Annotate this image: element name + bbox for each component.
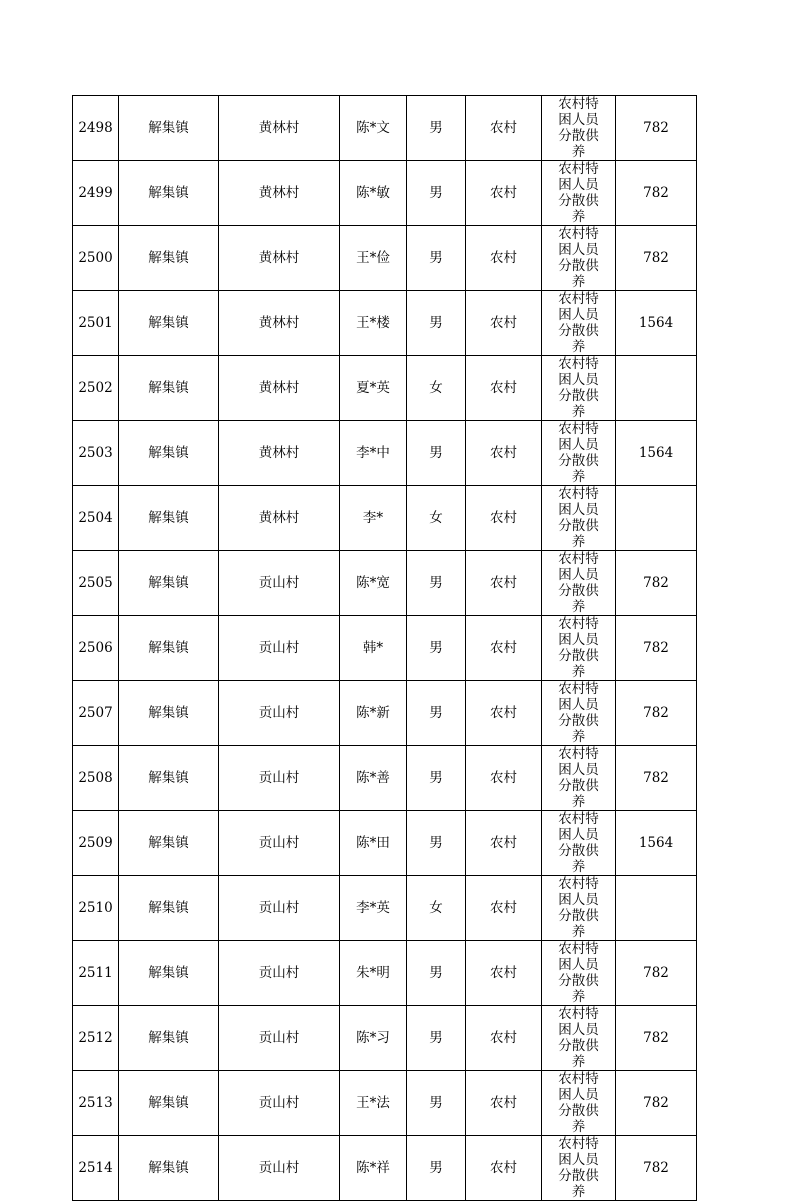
support-category-text: 农村特困人员分散供养 — [558, 486, 599, 550]
cell-town: 解集镇 — [119, 486, 219, 551]
cell-support-category — [542, 1071, 616, 1136]
table-row — [73, 941, 697, 1006]
cell-amount: 782 — [616, 681, 697, 746]
cell-gender: 男 — [407, 811, 466, 876]
cell-support-category — [542, 356, 616, 421]
cell-serial-number: 2502 — [73, 356, 119, 421]
cell-village: 黄林村 — [219, 421, 340, 486]
cell-serial-number: 2498 — [73, 96, 119, 161]
cell-support-category — [542, 811, 616, 876]
cell-village: 黄林村 — [219, 291, 340, 356]
table-row — [73, 616, 697, 681]
table-row — [73, 551, 697, 616]
table-row — [73, 96, 697, 161]
support-category-text: 农村特困人员分散供养 — [558, 226, 599, 290]
cell-area-type: 农村 — [466, 1006, 542, 1071]
table-row — [73, 746, 697, 811]
table-row — [73, 486, 697, 551]
cell-amount: 1564 — [616, 811, 697, 876]
cell-amount: 782 — [616, 161, 697, 226]
cell-village: 贡山村 — [219, 681, 340, 746]
support-category-text: 农村特困人员分散供养 — [558, 356, 599, 420]
cell-person-name: 李*英 — [340, 876, 407, 941]
cell-area-type: 农村 — [466, 551, 542, 616]
cell-gender: 女 — [407, 876, 466, 941]
support-category-text: 农村特困人员分散供养 — [558, 1006, 599, 1070]
cell-support-category — [542, 96, 616, 161]
cell-town: 解集镇 — [119, 746, 219, 811]
cell-person-name: 李*中 — [340, 421, 407, 486]
cell-area-type: 农村 — [466, 421, 542, 486]
cell-serial-number: 2501 — [73, 291, 119, 356]
cell-support-category — [542, 746, 616, 811]
table-row — [73, 421, 697, 486]
cell-serial-number: 2507 — [73, 681, 119, 746]
cell-amount: 782 — [616, 941, 697, 1006]
cell-gender: 女 — [407, 486, 466, 551]
cell-amount — [616, 876, 697, 941]
cell-serial-number: 2509 — [73, 811, 119, 876]
table-row — [73, 226, 697, 291]
cell-amount: 782 — [616, 1006, 697, 1071]
cell-town: 解集镇 — [119, 226, 219, 291]
cell-amount: 782 — [616, 551, 697, 616]
cell-support-category — [542, 1136, 616, 1201]
cell-serial-number: 2499 — [73, 161, 119, 226]
cell-support-category — [542, 486, 616, 551]
cell-amount: 782 — [616, 226, 697, 291]
cell-support-category — [542, 616, 616, 681]
cell-support-category — [542, 226, 616, 291]
table-row — [73, 1136, 697, 1201]
cell-support-category — [542, 421, 616, 486]
cell-village: 贡山村 — [219, 1136, 340, 1201]
cell-amount: 1564 — [616, 291, 697, 356]
cell-serial-number: 2512 — [73, 1006, 119, 1071]
cell-area-type: 农村 — [466, 356, 542, 421]
cell-person-name: 王*法 — [340, 1071, 407, 1136]
cell-town: 解集镇 — [119, 941, 219, 1006]
support-category-text: 农村特困人员分散供养 — [558, 746, 599, 810]
table-row — [73, 681, 697, 746]
cell-amount — [616, 486, 697, 551]
table-body — [73, 96, 697, 1201]
cell-village: 贡山村 — [219, 811, 340, 876]
cell-serial-number: 2505 — [73, 551, 119, 616]
cell-person-name: 王*楼 — [340, 291, 407, 356]
cell-amount: 782 — [616, 746, 697, 811]
support-category-text: 农村特困人员分散供养 — [558, 1071, 599, 1135]
support-category-text: 农村特困人员分散供养 — [558, 681, 599, 745]
cell-town: 解集镇 — [119, 1136, 219, 1201]
cell-person-name: 陈*敏 — [340, 161, 407, 226]
cell-person-name: 陈*习 — [340, 1006, 407, 1071]
cell-gender: 男 — [407, 226, 466, 291]
support-category-text: 农村特困人员分散供养 — [558, 1136, 599, 1200]
cell-amount: 782 — [616, 616, 697, 681]
cell-person-name: 陈*田 — [340, 811, 407, 876]
cell-village: 贡山村 — [219, 876, 340, 941]
cell-village: 贡山村 — [219, 1006, 340, 1071]
cell-gender: 男 — [407, 681, 466, 746]
cell-gender: 男 — [407, 291, 466, 356]
cell-serial-number: 2508 — [73, 746, 119, 811]
cell-serial-number: 2503 — [73, 421, 119, 486]
cell-person-name: 陈*善 — [340, 746, 407, 811]
cell-area-type: 农村 — [466, 811, 542, 876]
cell-gender: 男 — [407, 1006, 466, 1071]
cell-town: 解集镇 — [119, 1006, 219, 1071]
cell-person-name: 陈*祥 — [340, 1136, 407, 1201]
table-row — [73, 1071, 697, 1136]
cell-area-type: 农村 — [466, 291, 542, 356]
cell-person-name: 陈*文 — [340, 96, 407, 161]
cell-village: 贡山村 — [219, 616, 340, 681]
cell-town: 解集镇 — [119, 681, 219, 746]
support-category-text: 农村特困人员分散供养 — [558, 876, 599, 940]
cell-gender: 男 — [407, 616, 466, 681]
cell-person-name: 王*俭 — [340, 226, 407, 291]
cell-area-type: 农村 — [466, 681, 542, 746]
support-category-text: 农村特困人员分散供养 — [558, 96, 599, 160]
support-category-text: 农村特困人员分散供养 — [558, 616, 599, 680]
cell-town: 解集镇 — [119, 876, 219, 941]
table-row — [73, 1006, 697, 1071]
cell-village: 贡山村 — [219, 941, 340, 1006]
support-category-text: 农村特困人员分散供养 — [558, 811, 599, 875]
cell-area-type: 农村 — [466, 1071, 542, 1136]
table-row — [73, 291, 697, 356]
cell-village: 贡山村 — [219, 551, 340, 616]
cell-serial-number: 2510 — [73, 876, 119, 941]
data-table — [72, 95, 697, 1201]
table-row — [73, 811, 697, 876]
support-category-text: 农村特困人员分散供养 — [558, 161, 599, 225]
cell-support-category — [542, 941, 616, 1006]
cell-serial-number: 2513 — [73, 1071, 119, 1136]
cell-amount: 782 — [616, 1136, 697, 1201]
cell-support-category — [542, 551, 616, 616]
cell-serial-number: 2506 — [73, 616, 119, 681]
cell-town: 解集镇 — [119, 421, 219, 486]
cell-area-type: 农村 — [466, 941, 542, 1006]
cell-person-name: 陈*新 — [340, 681, 407, 746]
cell-gender: 男 — [407, 161, 466, 226]
cell-town: 解集镇 — [119, 291, 219, 356]
cell-village: 黄林村 — [219, 356, 340, 421]
cell-village: 贡山村 — [219, 1071, 340, 1136]
cell-town: 解集镇 — [119, 551, 219, 616]
cell-support-category — [542, 291, 616, 356]
cell-person-name: 陈*宽 — [340, 551, 407, 616]
cell-village: 黄林村 — [219, 161, 340, 226]
cell-area-type: 农村 — [466, 1136, 542, 1201]
cell-town: 解集镇 — [119, 616, 219, 681]
support-category-text: 农村特困人员分散供养 — [558, 551, 599, 615]
support-category-text: 农村特困人员分散供养 — [558, 291, 599, 355]
table-row — [73, 161, 697, 226]
cell-serial-number: 2504 — [73, 486, 119, 551]
cell-area-type: 农村 — [466, 226, 542, 291]
cell-village: 黄林村 — [219, 486, 340, 551]
cell-amount: 782 — [616, 1071, 697, 1136]
table-row — [73, 356, 697, 421]
cell-amount — [616, 356, 697, 421]
cell-town: 解集镇 — [119, 96, 219, 161]
cell-area-type: 农村 — [466, 616, 542, 681]
cell-area-type: 农村 — [466, 746, 542, 811]
cell-support-category — [542, 1006, 616, 1071]
cell-serial-number: 2514 — [73, 1136, 119, 1201]
cell-person-name: 韩* — [340, 616, 407, 681]
cell-serial-number: 2511 — [73, 941, 119, 1006]
cell-area-type: 农村 — [466, 161, 542, 226]
cell-area-type: 农村 — [466, 486, 542, 551]
cell-village: 贡山村 — [219, 746, 340, 811]
support-category-text: 农村特困人员分散供养 — [558, 421, 599, 485]
cell-person-name: 李* — [340, 486, 407, 551]
cell-gender: 男 — [407, 421, 466, 486]
cell-person-name: 朱*明 — [340, 941, 407, 1006]
table-row — [73, 876, 697, 941]
cell-amount: 782 — [616, 96, 697, 161]
cell-village: 黄林村 — [219, 96, 340, 161]
cell-town: 解集镇 — [119, 161, 219, 226]
cell-gender: 男 — [407, 1136, 466, 1201]
cell-amount: 1564 — [616, 421, 697, 486]
cell-gender: 男 — [407, 551, 466, 616]
cell-support-category — [542, 161, 616, 226]
cell-gender: 女 — [407, 356, 466, 421]
cell-person-name: 夏*英 — [340, 356, 407, 421]
cell-town: 解集镇 — [119, 1071, 219, 1136]
support-category-text: 农村特困人员分散供养 — [558, 941, 599, 1005]
cell-village: 黄林村 — [219, 226, 340, 291]
cell-gender: 男 — [407, 96, 466, 161]
cell-gender: 男 — [407, 746, 466, 811]
cell-support-category — [542, 876, 616, 941]
cell-serial-number: 2500 — [73, 226, 119, 291]
cell-gender: 男 — [407, 941, 466, 1006]
cell-town: 解集镇 — [119, 356, 219, 421]
cell-area-type: 农村 — [466, 96, 542, 161]
cell-town: 解集镇 — [119, 811, 219, 876]
cell-support-category — [542, 681, 616, 746]
cell-area-type: 农村 — [466, 876, 542, 941]
cell-gender: 男 — [407, 1071, 466, 1136]
